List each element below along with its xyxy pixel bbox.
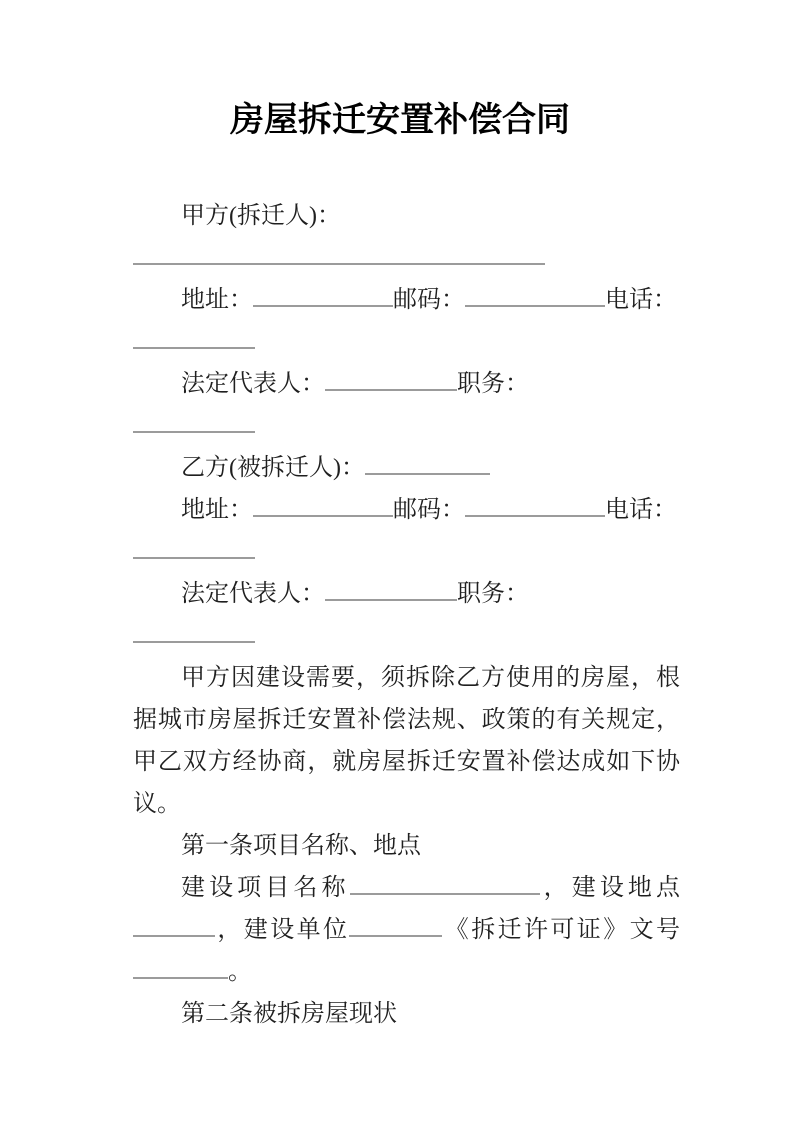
- document-body: [133, 195, 680, 1035]
- text-segment: 议。: [133, 791, 181, 817]
- blank-underline: [253, 493, 393, 517]
- text-segment: 电话：: [605, 287, 677, 313]
- party-b-representative-row: [133, 573, 680, 615]
- preamble-line-1: [133, 657, 680, 699]
- text-segment: 职务：: [457, 371, 529, 397]
- text-segment: 地址：: [181, 287, 253, 313]
- text-segment: 据城市房屋拆迁安置补偿法规、政策的有关规定，: [133, 707, 680, 733]
- blank-underline: [133, 535, 255, 559]
- blank-underline: [133, 409, 255, 433]
- text-segment: 甲方(拆迁人)：: [181, 203, 341, 229]
- blank-underline: [465, 283, 605, 307]
- party-b-address-row: [133, 489, 680, 531]
- blank-underline: [253, 283, 393, 307]
- party-a-phone-blank: [133, 321, 680, 363]
- blank-underline: [465, 493, 605, 517]
- party-a-address-row: [133, 279, 680, 321]
- text-segment: 法定代表人：: [181, 581, 325, 607]
- text-segment: 乙方(被拆迁人)：: [181, 455, 365, 481]
- preamble-line-3: [133, 741, 680, 783]
- blank-underline: [325, 577, 457, 601]
- party-b-phone-blank: [133, 531, 680, 573]
- text-segment: 邮码：: [393, 287, 465, 313]
- blank-underline: [365, 451, 490, 475]
- article-2-heading: [133, 993, 680, 1035]
- party-b-position-blank: [133, 615, 680, 657]
- preamble-line-4: [133, 783, 680, 825]
- party-a-representative-row: [133, 363, 680, 405]
- text-segment: 第一条项目名称、地点: [181, 833, 421, 859]
- text-segment: 甲乙双方经协商，就房屋拆迁安置补偿达成如下协: [133, 749, 680, 775]
- blank-underline: [133, 955, 228, 979]
- blank-underline: [349, 913, 442, 937]
- blank-underline: [133, 913, 215, 937]
- text-segment: ，建设地点: [539, 875, 681, 901]
- party-b-label: [133, 447, 680, 489]
- text-segment: 法定代表人：: [181, 371, 325, 397]
- party-a-position-blank: [133, 405, 680, 447]
- text-segment: 邮码：: [393, 497, 465, 523]
- party-a-name-blank: [133, 237, 680, 279]
- blank-underline: [133, 325, 255, 349]
- article-1-line-3: [133, 951, 680, 993]
- article-1-heading: [133, 825, 680, 867]
- text-segment: 职务：: [457, 581, 529, 607]
- document-title: 房屋拆迁安置补偿合同: [230, 101, 570, 139]
- article-1-line-2: [133, 909, 680, 951]
- text-segment: 。: [228, 959, 252, 985]
- blank-underline: [133, 619, 255, 643]
- preamble-line-2: [133, 699, 680, 741]
- article-1-line-1: [133, 867, 680, 909]
- text-segment: 《拆迁许可证》文号: [442, 917, 681, 943]
- blank-underline: [350, 871, 540, 895]
- text-segment: 建设项目名称: [181, 875, 350, 901]
- text-segment: ，建设单位: [215, 917, 350, 943]
- blank-underline: [325, 367, 457, 391]
- party-a-label: [133, 195, 680, 237]
- text-segment: 地址：: [181, 497, 253, 523]
- text-segment: 电话：: [605, 497, 677, 523]
- text-segment: 甲方因建设需要，须拆除乙方使用的房屋，根: [181, 665, 680, 691]
- text-segment: 第二条被拆房屋现状: [181, 1001, 397, 1027]
- blank-underline: [133, 241, 545, 265]
